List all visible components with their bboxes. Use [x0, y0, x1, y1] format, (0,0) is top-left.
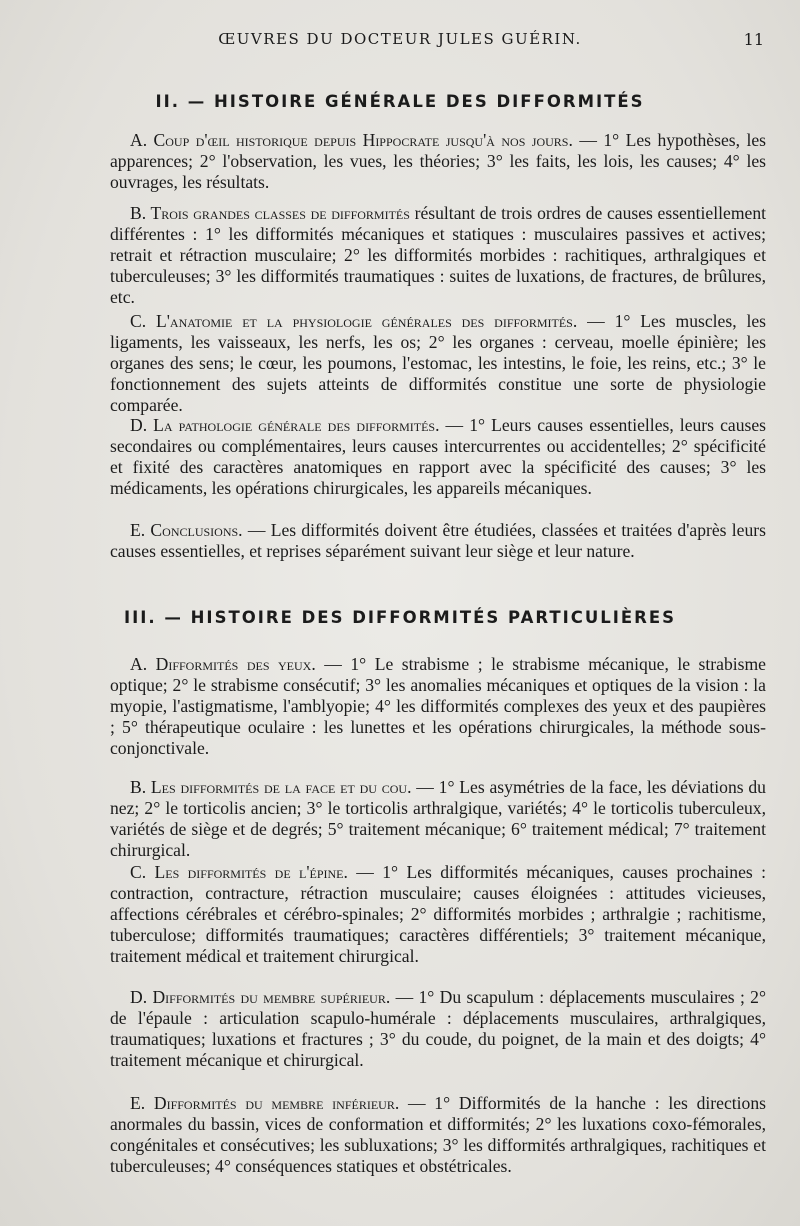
page-number: 11 [743, 30, 764, 49]
paragraph-membre-superieur [110, 987, 766, 1071]
paragraph-membre-inferieur [110, 1093, 766, 1177]
paragraph-yeux [110, 654, 766, 759]
paragraph-coup-d-oeil [110, 130, 766, 193]
paragraph-text: — Les difformités doivent être étudiées, classées et traitées d'après leurs causes essentielles, et reprises séparément suivant leur siège et leur nature. [110, 520, 766, 561]
paragraph-lead: B. Les difformités de la face et du cou. [130, 777, 412, 797]
paragraph-pathologie [110, 415, 766, 499]
running-head [0, 30, 800, 54]
paragraph-epine [110, 862, 766, 967]
paragraph-lead: B. Trois grandes classes de difformités [130, 203, 410, 223]
section-title-difformites-particulieres: III. — HISTOIRE DES DIFFORMITÉS PARTICULIÈRES [123, 608, 677, 627]
paragraph-conclusions [110, 520, 766, 562]
paragraph-text: résultant de trois ordres de causes essentiellement différentes : 1° les difformités mécaniques et statiques : musculaires passives et actives; retrait et rétraction musculaire; 2° les difformités morbides : rachitiques, arthralgiques et tuberculeuses; 3° les difformités traumatiques : suites de luxations, de fractures, de brûlures, etc. [110, 203, 767, 307]
paragraph-lead: D. Difformités du membre supérieur. [130, 987, 391, 1007]
paragraph-lead: A. Coup d'œil historique depuis Hippocrate jusqu'à nos jours. [130, 130, 573, 150]
paragraph-anatomie [110, 311, 766, 416]
paragraph-text: — 1° Les difformités mécaniques, causes prochaines : contraction, contracture, rétraction musculaire; causes éloignées : attitudes vicieuses, affections cérébrales et cérébro-spinales; 2° difformités morbides ; arthralgie ; rachitisme, tuberculose; difformités traumatiques; caractères différentiels; 3° traitement mécanique, traitement médical et traitement chirurgical. [110, 862, 766, 966]
paragraph-text: — 1° Le strabisme ; le strabisme mécanique, le strabisme optique; 2° le strabisme consécutif; 3° les anomalies mécaniques et optiques de la vision : la myopie, l'astigmatisme, l'amblyopie; 4° les difformités complexes des yeux et des paupières ; 5° thérapeutique oculaire : les lunettes et les opérations chirurgicales, la méthode sous-conjonctivale. [110, 654, 766, 758]
paragraph-trois-classes [110, 203, 766, 308]
paragraph-text: — 1° Du scapulum : déplacements musculaires ; 2° de l'épaule : articulation scapulo-humérale : déplacements musculaires, arthralgiques, traumatiques; luxations et fractures ; 3° du coude, du poignet, de la main et des doigts; 4° traitement mécanique et chirurgical. [110, 987, 766, 1070]
paragraph-lead: E. Conclusions. [130, 520, 243, 540]
paragraph-lead: A. Difformités des yeux. [130, 654, 316, 674]
running-title: ŒUVRES DU DOCTEUR JULES GUÉRIN. [218, 30, 582, 48]
paragraph-lead: C. Les difformités de l'épine. [130, 862, 348, 882]
paragraph-lead: C. L'anatomie et la physiologie générales des difformités. [130, 311, 578, 331]
paragraph-lead: E. Difformités du membre inférieur. [130, 1093, 400, 1113]
paragraph-lead: D. La pathologie générale des difformités. [130, 415, 440, 435]
section-title-histoire-generale: II. — HISTOIRE GÉNÉRALE DES DIFFORMITÉS [155, 92, 645, 111]
paragraph-text: — 1° Les hypothèses, les apparences; 2° l'observation, les vues, les théories; 3° les faits, les lois, les causes; 4° les ouvrages, les résultats. [110, 130, 766, 192]
paragraph-text: — 1° Leurs causes essentielles, leurs causes secondaires ou complémentaires, leurs causes intercurrentes ou accidentelles; 2° spécificité et fixité des caractères anatomiques en rapport avec la spécificité des causes; 3° les médicaments, les opérations chirurgicales, les appareils mécaniques. [110, 415, 766, 498]
paragraph-text: — 1° Difformités de la hanche : les directions anormales du bassin, vices de conformation et difformités; 2° les luxations coxo-fémorales, congénitales et consécutives; les subluxations; 3° les difformités arthralgiques, rachitiques et tuberculeuses; 4° conséquences statiques et obstétricales. [110, 1093, 766, 1176]
paragraph-text: — 1° Les muscles, les ligaments, les vaisseaux, les nerfs, les os; 2° les organes : cerveau, moelle épinière; les organes des sens; le cœur, les poumons, l'estomac, les intestins, le foie, les reins, etc.; 3° le fonctionnement des sujets atteints de difformités constitue une sorte de physiologie comparée. [110, 311, 766, 415]
paragraph-text: — 1° Les asymétries de la face, les déviations du nez; 2° le torticolis ancien; 3° le torticolis arthralgique, variétés; 4° le torticolis tuberculeux, variétés de siège et de degrés; 5° traitement mécanique; 6° traitement médical; 7° traitement chirurgical. [110, 777, 766, 860]
paragraph-face-cou [110, 777, 766, 861]
